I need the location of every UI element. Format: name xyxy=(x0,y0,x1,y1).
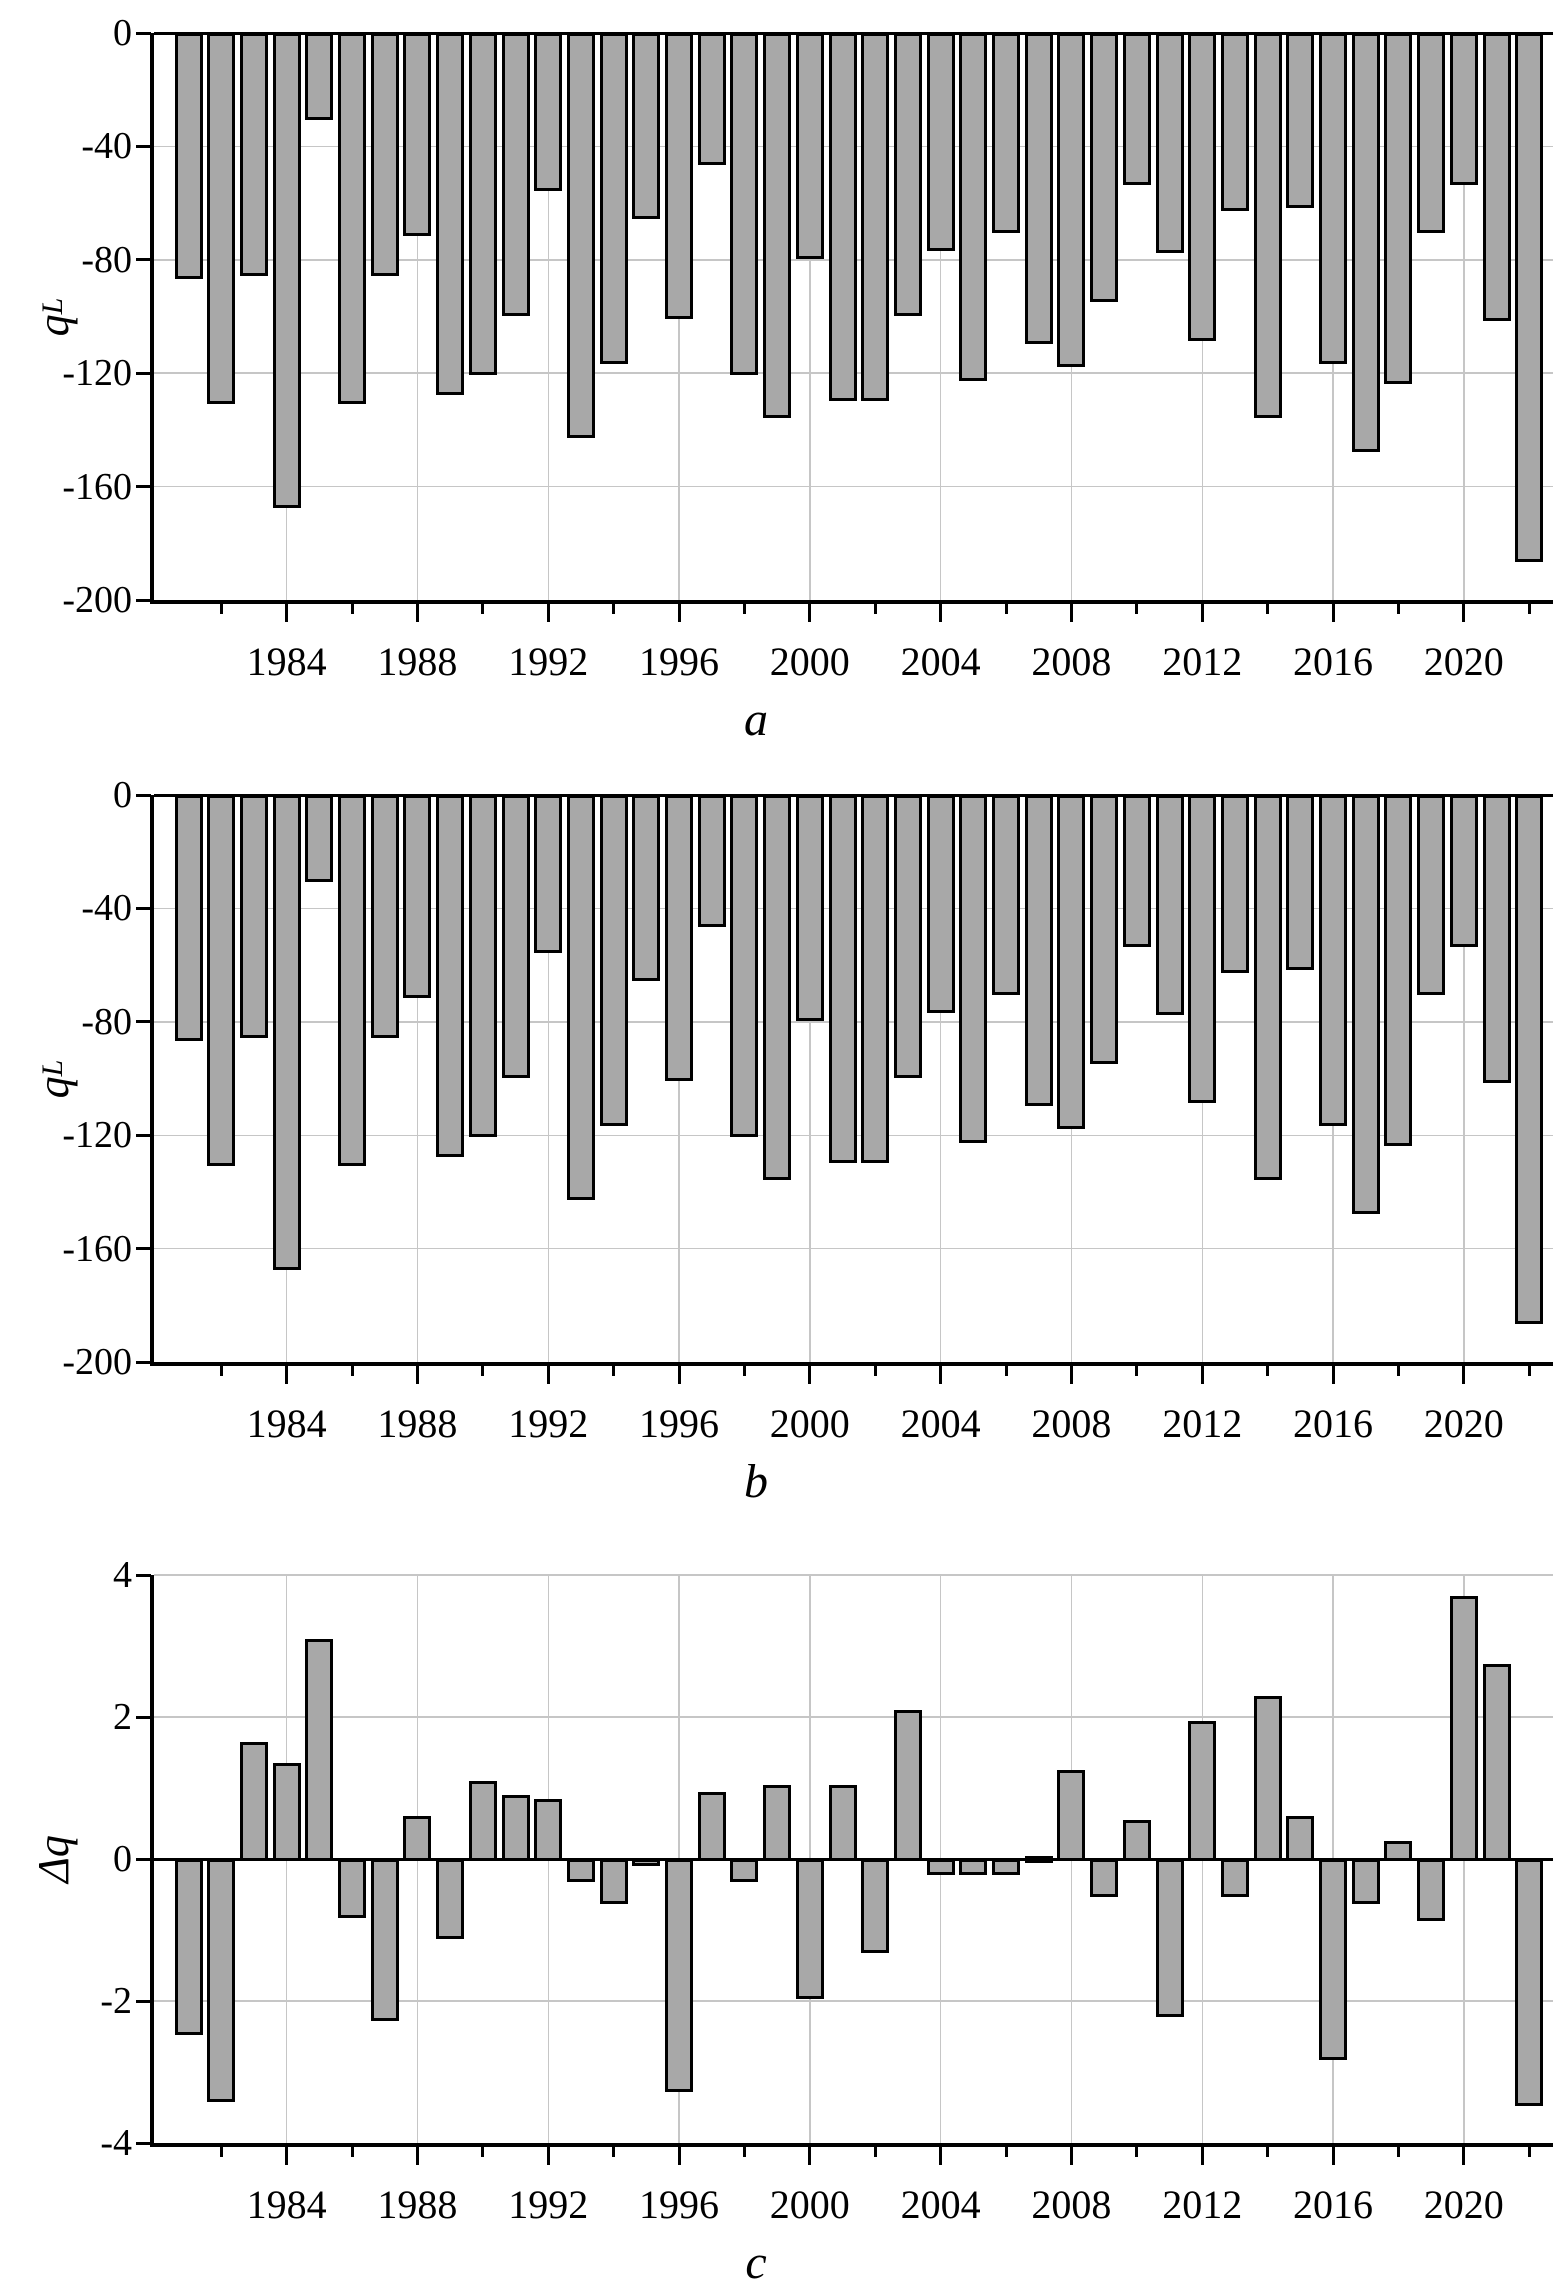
bar-c-2019 xyxy=(1417,1859,1445,1921)
y-tick-a--120 xyxy=(136,372,151,375)
bar-a-2009 xyxy=(1090,33,1118,302)
bar-a-2008 xyxy=(1057,33,1085,367)
x-tick-b-2022 xyxy=(1528,1362,1531,1376)
y-axis-title-base-c: q xyxy=(28,1835,78,1858)
bar-a-1981 xyxy=(175,33,203,279)
x-tick-b-2020 xyxy=(1462,1362,1465,1384)
bar-a-2020 xyxy=(1450,33,1478,185)
x-tick-b-1992 xyxy=(547,1362,550,1384)
y-tick-b--80 xyxy=(136,1020,151,1023)
bar-a-1982 xyxy=(207,33,235,404)
x-tick-a-1990 xyxy=(481,600,484,614)
bar-a-1988 xyxy=(403,33,431,236)
x-tick-c-1992 xyxy=(547,2143,550,2165)
bar-c-1981 xyxy=(175,1859,203,2035)
bar-b-1999 xyxy=(763,795,791,1180)
y-tick-label-c--2: -2 xyxy=(100,1980,132,2022)
bar-a-2021 xyxy=(1483,33,1511,321)
y-tick-label-a--160: -160 xyxy=(62,465,132,508)
x-tick-a-2012 xyxy=(1201,600,1204,622)
x-axis-c xyxy=(150,2143,1553,2147)
bar-a-2014 xyxy=(1254,33,1282,418)
x-tick-label-a-1988: 1988 xyxy=(377,639,458,684)
x-tick-a-1982 xyxy=(220,600,223,614)
x-tick-b-1988 xyxy=(416,1362,419,1384)
x-axis-a xyxy=(150,600,1553,604)
zero-baseline-b xyxy=(154,794,1553,797)
bar-c-1994 xyxy=(600,1859,628,1904)
horizontal-gridline-c-2 xyxy=(154,1716,1553,1718)
x-tick-a-1994 xyxy=(612,600,615,614)
bar-c-2006 xyxy=(992,1859,1020,1875)
bar-b-1994 xyxy=(600,795,628,1126)
bar-c-1991 xyxy=(502,1795,530,1861)
x-tick-c-2008 xyxy=(1070,2143,1073,2165)
bar-b-2002 xyxy=(861,795,889,1163)
x-tick-a-1996 xyxy=(678,600,681,622)
horizontal-gridline-b--160 xyxy=(154,1248,1553,1250)
y-tick-b--40 xyxy=(136,907,151,910)
y-tick-label-b--200: -200 xyxy=(62,1341,132,1383)
x-tick-label-b-2012: 2012 xyxy=(1162,1401,1243,1446)
bar-a-1995 xyxy=(632,33,660,219)
bar-b-1989 xyxy=(436,795,464,1157)
bar-c-2008 xyxy=(1057,1770,1085,1861)
bar-a-1993 xyxy=(567,33,595,438)
y-tick-b--200 xyxy=(136,1361,151,1364)
y-tick-label-a--120: -120 xyxy=(62,352,132,395)
bar-c-1997 xyxy=(698,1792,726,1862)
x-tick-a-2016 xyxy=(1332,600,1335,622)
y-axis-title-base-b: q xyxy=(28,1075,78,1098)
bar-a-1987 xyxy=(371,33,399,276)
bar-b-2009 xyxy=(1090,795,1118,1064)
x-tick-c-2006 xyxy=(1005,2143,1008,2157)
bar-c-1983 xyxy=(240,1742,268,1861)
x-tick-c-1994 xyxy=(612,2143,615,2157)
y-axis-title-c xyxy=(0,1824,123,1894)
bar-a-1989 xyxy=(436,33,464,395)
y-tick-label-c-2: 2 xyxy=(113,1696,132,1738)
bar-a-2018 xyxy=(1384,33,1412,384)
bar-b-2018 xyxy=(1384,795,1412,1146)
bar-c-1993 xyxy=(567,1859,595,1882)
x-tick-label-c-2020: 2020 xyxy=(1423,2182,1504,2227)
bar-a-2022 xyxy=(1515,33,1543,562)
bar-c-2003 xyxy=(894,1710,922,1861)
bar-a-2010 xyxy=(1123,33,1151,185)
x-tick-label-b-1996: 1996 xyxy=(639,1401,719,1446)
x-axis-b xyxy=(150,1362,1553,1366)
y-tick-c-0 xyxy=(136,1858,151,1861)
y-axis-a xyxy=(150,33,154,604)
x-tick-label-a-2012: 2012 xyxy=(1162,639,1243,684)
x-tick-b-1996 xyxy=(678,1362,681,1384)
x-tick-label-b-2004: 2004 xyxy=(900,1401,981,1446)
x-tick-label-b-2020: 2020 xyxy=(1423,1401,1504,1446)
bar-b-1984 xyxy=(273,795,301,1270)
x-tick-c-2010 xyxy=(1135,2143,1138,2157)
bar-b-1982 xyxy=(207,795,235,1166)
bar-a-1997 xyxy=(698,33,726,165)
bar-b-2015 xyxy=(1286,795,1314,970)
x-tick-label-c-2008: 2008 xyxy=(1031,2182,1112,2227)
x-tick-c-1986 xyxy=(351,2143,354,2157)
x-tick-label-a-2016: 2016 xyxy=(1293,639,1373,684)
y-axis-c xyxy=(150,1575,154,2147)
y-tick-label-a--80: -80 xyxy=(81,238,132,281)
y-tick-b--120 xyxy=(136,1134,151,1137)
bar-c-2004 xyxy=(927,1859,955,1875)
bar-a-2005 xyxy=(959,33,987,381)
x-tick-b-2012 xyxy=(1201,1362,1204,1384)
y-tick-c-4 xyxy=(136,1574,151,1577)
x-tick-a-2000 xyxy=(808,600,811,622)
bar-b-2021 xyxy=(1483,795,1511,1083)
bar-b-2012 xyxy=(1188,795,1216,1103)
bar-a-2003 xyxy=(894,33,922,316)
x-tick-a-2022 xyxy=(1528,600,1531,614)
x-tick-c-2020 xyxy=(1462,2143,1465,2165)
x-tick-a-2004 xyxy=(939,600,942,622)
y-tick-a--40 xyxy=(136,145,151,148)
y-tick-label-c--4: -4 xyxy=(100,2122,132,2164)
x-tick-label-a-1992: 1992 xyxy=(508,639,589,684)
x-tick-label-b-1992: 1992 xyxy=(508,1401,589,1446)
y-tick-label-a-0: 0 xyxy=(113,12,132,54)
bar-b-1998 xyxy=(730,795,758,1137)
bar-a-1984 xyxy=(273,33,301,508)
bar-c-2002 xyxy=(861,1859,889,1953)
x-tick-label-c-1992: 1992 xyxy=(508,2182,589,2227)
bar-a-1990 xyxy=(469,33,497,375)
bar-b-2011 xyxy=(1156,795,1184,1015)
bar-a-1994 xyxy=(600,33,628,364)
bar-a-2013 xyxy=(1221,33,1249,211)
y-axis-title-subscript-b: L xyxy=(36,1059,69,1076)
bar-b-1983 xyxy=(240,795,268,1038)
x-tick-b-2010 xyxy=(1135,1362,1138,1376)
bar-c-1987 xyxy=(371,1859,399,2021)
bar-c-1999 xyxy=(763,1785,791,1862)
x-tick-b-2018 xyxy=(1397,1362,1400,1376)
bar-b-2010 xyxy=(1123,795,1151,947)
x-tick-a-1992 xyxy=(547,600,550,622)
bar-a-2007 xyxy=(1025,33,1053,344)
zero-baseline-a xyxy=(154,32,1553,35)
bar-a-2017 xyxy=(1352,33,1380,452)
x-tick-b-1982 xyxy=(220,1362,223,1376)
y-axis-title-base-a: q xyxy=(28,313,78,336)
bar-a-2001 xyxy=(829,33,857,401)
bar-c-1988 xyxy=(403,1816,431,1861)
x-tick-b-1994 xyxy=(612,1362,615,1376)
bar-a-2019 xyxy=(1417,33,1445,233)
x-tick-b-1990 xyxy=(481,1362,484,1376)
bar-c-2015 xyxy=(1286,1816,1314,1861)
bar-c-2010 xyxy=(1123,1820,1151,1861)
x-tick-b-2006 xyxy=(1005,1362,1008,1376)
bar-b-1990 xyxy=(469,795,497,1137)
bar-b-1995 xyxy=(632,795,660,981)
bar-b-1988 xyxy=(403,795,431,998)
bar-a-1983 xyxy=(240,33,268,276)
bar-b-1991 xyxy=(502,795,530,1078)
y-tick-a--80 xyxy=(136,258,151,261)
bar-c-2001 xyxy=(829,1785,857,1862)
y-tick-c-2 xyxy=(136,1716,151,1719)
x-tick-b-2002 xyxy=(874,1362,877,1376)
x-tick-c-2012 xyxy=(1201,2143,1204,2165)
x-tick-a-2018 xyxy=(1397,600,1400,614)
x-tick-b-2004 xyxy=(939,1362,942,1384)
bar-a-1991 xyxy=(502,33,530,316)
y-tick-label-b--120: -120 xyxy=(62,1114,132,1157)
x-tick-a-2008 xyxy=(1070,600,1073,622)
horizontal-gridline-a--160 xyxy=(154,486,1553,488)
y-tick-b-0 xyxy=(136,794,151,797)
bar-c-1986 xyxy=(338,1859,366,1918)
x-tick-c-2022 xyxy=(1528,2143,1531,2157)
bar-c-2009 xyxy=(1090,1859,1118,1897)
y-axis-title-b xyxy=(0,1044,123,1114)
x-tick-c-2018 xyxy=(1397,2143,1400,2157)
x-tick-label-a-1996: 1996 xyxy=(639,639,719,684)
bar-c-2012 xyxy=(1188,1721,1216,1861)
bar-c-2013 xyxy=(1221,1859,1249,1897)
bar-c-1982 xyxy=(207,1859,235,2102)
x-tick-b-2000 xyxy=(808,1362,811,1384)
x-tick-label-c-2004: 2004 xyxy=(900,2182,981,2227)
bar-b-2004 xyxy=(927,795,955,1013)
x-tick-c-1984 xyxy=(285,2143,288,2165)
y-tick-label-b-0: 0 xyxy=(113,774,132,816)
x-tick-c-1998 xyxy=(743,2143,746,2157)
bar-b-2007 xyxy=(1025,795,1053,1106)
bar-c-1992 xyxy=(534,1799,562,1861)
bar-a-2004 xyxy=(927,33,955,251)
bar-b-1993 xyxy=(567,795,595,1200)
bar-b-2016 xyxy=(1319,795,1347,1126)
bar-b-2014 xyxy=(1254,795,1282,1180)
y-tick-label-b--80: -80 xyxy=(81,1000,132,1043)
bar-b-2020 xyxy=(1450,795,1478,947)
x-tick-a-2014 xyxy=(1266,600,1269,614)
x-tick-c-2004 xyxy=(939,2143,942,2165)
x-tick-label-a-1984: 1984 xyxy=(246,639,327,684)
bar-a-2006 xyxy=(992,33,1020,233)
bar-b-2006 xyxy=(992,795,1020,995)
x-tick-a-1986 xyxy=(351,600,354,614)
y-tick-a--200 xyxy=(136,599,151,602)
bar-c-1984 xyxy=(273,1763,301,1861)
bar-b-1996 xyxy=(665,795,693,1081)
x-tick-label-a-2020: 2020 xyxy=(1423,639,1504,684)
bar-b-2000 xyxy=(796,795,824,1021)
bar-a-2011 xyxy=(1156,33,1184,253)
bar-c-2011 xyxy=(1156,1859,1184,2017)
bar-b-1997 xyxy=(698,795,726,927)
bar-b-1992 xyxy=(534,795,562,953)
bar-a-1985 xyxy=(305,33,333,120)
y-axis-title-subscript-a: L xyxy=(36,297,69,314)
bar-b-2019 xyxy=(1417,795,1445,995)
bar-c-1989 xyxy=(436,1859,464,1939)
bar-b-2017 xyxy=(1352,795,1380,1214)
x-tick-label-c-2012: 2012 xyxy=(1162,2182,1243,2227)
y-tick-label-c-0: 0 xyxy=(113,1838,132,1880)
y-tick-b--160 xyxy=(136,1247,151,1250)
y-tick-label-c-4: 4 xyxy=(113,1554,132,1596)
panel-letter-a: a xyxy=(744,693,768,746)
bar-c-1990 xyxy=(469,1781,497,1861)
x-tick-c-2014 xyxy=(1266,2143,1269,2157)
x-tick-label-c-1984: 1984 xyxy=(246,2182,327,2227)
x-tick-label-c-1988: 1988 xyxy=(377,2182,458,2227)
x-tick-c-2002 xyxy=(874,2143,877,2157)
x-tick-b-2014 xyxy=(1266,1362,1269,1376)
y-tick-c--4 xyxy=(136,2142,151,2145)
y-tick-a--160 xyxy=(136,485,151,488)
bar-b-2001 xyxy=(829,795,857,1163)
x-tick-c-1988 xyxy=(416,2143,419,2165)
x-tick-b-2016 xyxy=(1332,1362,1335,1384)
bar-b-2022 xyxy=(1515,795,1543,1324)
bar-c-2021 xyxy=(1483,1664,1511,1861)
x-tick-label-a-2008: 2008 xyxy=(1031,639,1112,684)
bar-b-2008 xyxy=(1057,795,1085,1129)
x-tick-c-2000 xyxy=(808,2143,811,2165)
bar-c-2014 xyxy=(1254,1696,1282,1861)
x-tick-b-2008 xyxy=(1070,1362,1073,1384)
horizontal-gridline-c-4 xyxy=(154,1574,1553,1576)
bar-b-1986 xyxy=(338,795,366,1166)
x-tick-b-1998 xyxy=(743,1362,746,1376)
bar-c-1996 xyxy=(665,1859,693,2092)
bar-a-2016 xyxy=(1319,33,1347,364)
bar-c-1985 xyxy=(305,1639,333,1861)
zero-baseline-c xyxy=(154,1858,1553,1861)
x-tick-label-c-2000: 2000 xyxy=(769,2182,850,2227)
x-tick-c-1996 xyxy=(678,2143,681,2165)
x-tick-a-2020 xyxy=(1462,600,1465,622)
bar-a-2012 xyxy=(1188,33,1216,341)
y-axis-title-a xyxy=(0,282,123,352)
x-tick-label-c-2016: 2016 xyxy=(1293,2182,1373,2227)
x-tick-label-b-1988: 1988 xyxy=(377,1401,458,1446)
y-axis-b xyxy=(150,795,154,1366)
bar-a-1999 xyxy=(763,33,791,418)
bar-c-1998 xyxy=(730,1859,758,1882)
y-axis-title-prefix-c: Δ xyxy=(28,1857,78,1883)
bar-b-2003 xyxy=(894,795,922,1078)
bar-b-1985 xyxy=(305,795,333,882)
x-tick-label-b-2016: 2016 xyxy=(1293,1401,1373,1446)
bar-c-2017 xyxy=(1352,1859,1380,1904)
x-tick-a-2010 xyxy=(1135,600,1138,614)
bar-a-2015 xyxy=(1286,33,1314,208)
x-tick-a-1998 xyxy=(743,600,746,614)
x-tick-label-a-2000: 2000 xyxy=(769,639,850,684)
y-tick-c--2 xyxy=(136,2000,151,2003)
bar-c-2005 xyxy=(959,1859,987,1875)
y-tick-label-b--40: -40 xyxy=(81,887,132,930)
bar-a-1992 xyxy=(534,33,562,191)
y-tick-label-a--200: -200 xyxy=(62,579,132,621)
panel-letter-b: b xyxy=(744,1455,768,1508)
bar-a-2002 xyxy=(861,33,889,401)
bar-a-1998 xyxy=(730,33,758,375)
bar-c-2022 xyxy=(1515,1859,1543,2106)
bar-c-2020 xyxy=(1450,1596,1478,1861)
x-tick-c-2016 xyxy=(1332,2143,1335,2165)
y-tick-label-b--160: -160 xyxy=(62,1227,132,1270)
x-tick-label-c-1996: 1996 xyxy=(639,2182,719,2227)
x-tick-b-1986 xyxy=(351,1362,354,1376)
x-tick-c-1982 xyxy=(220,2143,223,2157)
bar-b-2013 xyxy=(1221,795,1249,973)
x-tick-a-2006 xyxy=(1005,600,1008,614)
bar-b-1981 xyxy=(175,795,203,1041)
x-tick-a-1984 xyxy=(285,600,288,622)
y-tick-label-a--40: -40 xyxy=(81,125,132,168)
x-tick-label-a-2004: 2004 xyxy=(900,639,981,684)
bar-c-2016 xyxy=(1319,1859,1347,2060)
bar-a-1986 xyxy=(338,33,366,404)
bar-a-2000 xyxy=(796,33,824,259)
bar-a-1996 xyxy=(665,33,693,319)
x-tick-a-1988 xyxy=(416,600,419,622)
x-tick-b-1984 xyxy=(285,1362,288,1384)
bar-b-2005 xyxy=(959,795,987,1143)
x-tick-label-b-2000: 2000 xyxy=(769,1401,850,1446)
x-tick-a-2002 xyxy=(874,600,877,614)
x-tick-label-b-1984: 1984 xyxy=(246,1401,327,1446)
panel-letter-c: c xyxy=(745,2236,767,2289)
bar-c-2000 xyxy=(796,1859,824,1999)
bar-b-1987 xyxy=(371,795,399,1038)
x-tick-c-1990 xyxy=(481,2143,484,2157)
x-tick-label-b-2008: 2008 xyxy=(1031,1401,1112,1446)
y-tick-a-0 xyxy=(136,32,151,35)
